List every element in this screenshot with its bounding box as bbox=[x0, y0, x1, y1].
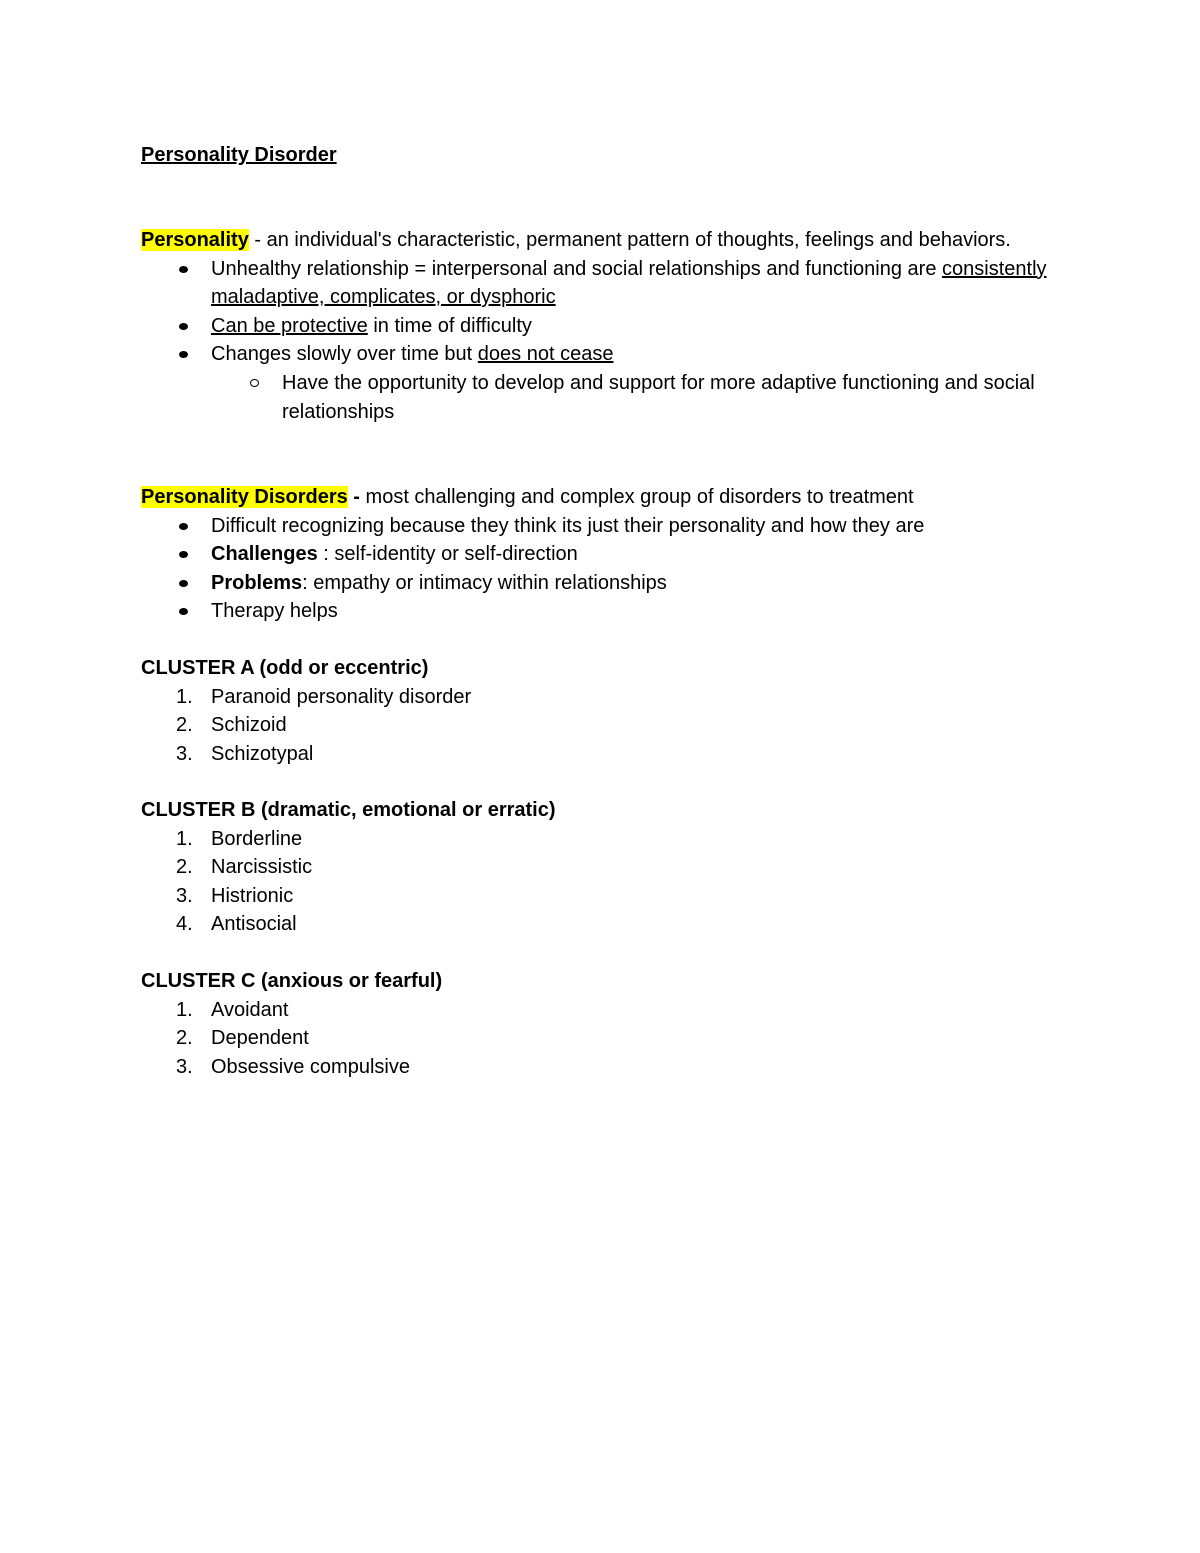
personality-definition-text: - an individual's characteristic, permanent pattern of thoughts, feelings and behaviors. bbox=[248, 229, 1011, 251]
sub-list-item: Have the opportunity to develop and support for more adaptive functioning and social relationships bbox=[141, 369, 1051, 426]
list-item: 1. Paranoid personality disorder bbox=[176, 685, 472, 708]
disorders-bullets bbox=[141, 512, 1051, 626]
list-item: Changes slowly over time but does not cease bbox=[141, 340, 1051, 369]
list-item: 1. Avoidant bbox=[176, 998, 289, 1021]
list-item: Difficult recognizing because they think its just their personality and how they are bbox=[141, 512, 1051, 541]
personality-definition bbox=[141, 226, 1051, 255]
cluster-list bbox=[141, 683, 1051, 769]
bullet-icon bbox=[179, 351, 188, 358]
list-item: 1. Borderline bbox=[176, 827, 303, 850]
cluster-heading: CLUSTER A (odd or eccentric) bbox=[141, 657, 429, 679]
list-item: Unhealthy relationship = interpersonal and social relationships and functioning are consistently maladaptive, complicates, or dysphoric bbox=[141, 255, 1051, 312]
cluster-c-section bbox=[141, 967, 1051, 1081]
personality-disorders-section bbox=[141, 483, 1051, 626]
bullet-icon bbox=[179, 551, 188, 558]
cluster-list bbox=[141, 996, 1051, 1082]
list-item: Can be protective in time of difficulty bbox=[141, 312, 1051, 341]
bullet-icon bbox=[179, 323, 188, 330]
cluster-a-section bbox=[141, 654, 1051, 768]
list-item: 2. Schizoid bbox=[176, 714, 287, 737]
hollow-bullet-icon bbox=[250, 379, 259, 387]
cluster-b-section bbox=[141, 796, 1051, 939]
personality-term: Personality bbox=[141, 229, 249, 251]
cluster-heading: CLUSTER C (anxious or fearful) bbox=[141, 970, 443, 992]
document-title: Personality Disorder bbox=[141, 144, 337, 166]
bullet-icon bbox=[179, 608, 188, 615]
list-item: 2. Dependent bbox=[176, 1027, 309, 1050]
bullet-icon bbox=[179, 523, 188, 530]
bullet-icon bbox=[179, 580, 188, 587]
bullet-icon bbox=[179, 266, 188, 273]
disorders-definition: Personality Disorders - most challenging and complex group of disorders to treatment bbox=[141, 486, 914, 508]
list-item: 4. Antisocial bbox=[176, 913, 297, 936]
list-item: 3. Obsessive compulsive bbox=[176, 1055, 410, 1078]
personality-bullets bbox=[141, 255, 1051, 427]
cluster-heading: CLUSTER B (dramatic, emotional or erratic) bbox=[141, 799, 556, 821]
disorders-term: Personality Disorders bbox=[141, 486, 348, 508]
list-item: Problems: empathy or intimacy within relationships bbox=[141, 569, 1051, 598]
cluster-list bbox=[141, 825, 1051, 939]
personality-section bbox=[141, 226, 1051, 426]
list-item: 3. Histrionic bbox=[176, 884, 294, 907]
list-item: 2. Narcissistic bbox=[176, 856, 313, 879]
list-item: Challenges : self-identity or self-direction bbox=[141, 540, 1051, 569]
list-item: Therapy helps bbox=[141, 597, 1051, 626]
list-item: 3. Schizotypal bbox=[176, 742, 314, 765]
